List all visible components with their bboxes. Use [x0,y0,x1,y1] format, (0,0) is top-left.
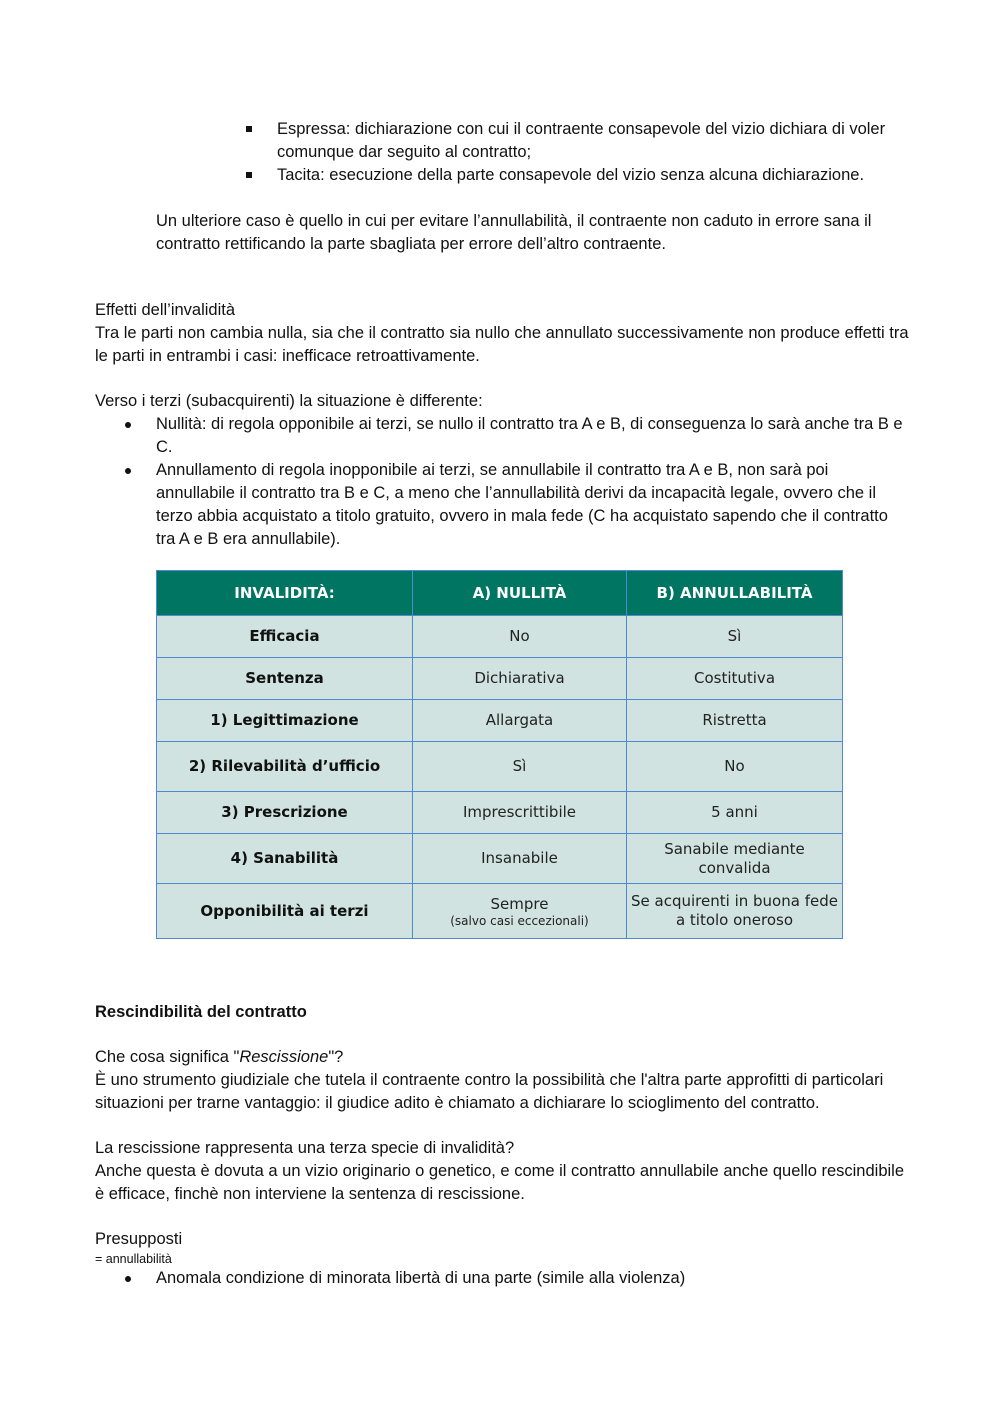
column-header: B) ANNULLABILITÀ [627,571,843,616]
nullita-cell: No [413,616,627,658]
paragraph: Verso i terzi (subacquirenti) la situazione è differente: [95,392,483,410]
list-item: Tacita: esecuzione della parte consapevole del vizio senza alcuna dichiarazione. [245,164,905,187]
annullabilita-cell: Sì [627,616,843,658]
annullabilita-cell: No [627,742,843,792]
nullita-cell [413,884,627,939]
list-item: Nullità: di regola opponibile ai terzi, se nullo il contratto tra A e B, di conseguenza lo sarà anche tra B e C. [95,413,910,459]
annullabilita-cell: Ristretta [627,700,843,742]
column-header: A) NULLITÀ [413,571,627,616]
effetti-section [95,299,910,413]
table-header-row [157,571,843,616]
nullita-cell: Dichiarativa [413,658,627,700]
cell-note: (salvo casi eccezionali) [450,913,589,928]
terzi-list [95,413,910,551]
note: = annullabilità [95,1252,172,1266]
annullabilita-cell: Costitutiva [627,658,843,700]
list-item: Espressa: dichiarazione con cui il contraente consapevole del vizio dichiara di voler comunque dar seguito al contratto; [245,118,905,164]
table-row [157,834,843,884]
convalida-list [245,118,905,187]
row-label: Opponibilità ai terzi [157,884,413,939]
table-row [157,792,843,834]
table-row [157,700,843,742]
paragraph: Tra le parti non cambia nulla, sia che il contratto sia nullo che annullato successivamente non produce effetti tra le parti in entrambi i casi: inefficace retroattivamente. [95,324,909,365]
row-label: Efficacia [157,616,413,658]
nullita-cell: Allargata [413,700,627,742]
cell-value: Sempre [490,894,549,913]
section-heading: Rescindibilità del contratto [95,1003,307,1021]
row-label: 2) Rilevabilità d’ufficio [157,742,413,792]
answer: È uno strumento giudiziale che tutela il contraente contro la possibilità che l'altra parte approfitti di particolari situazioni per trarne vantaggio: il giudice adito è chiamato a dichiarare lo scioglimento del contratto. [95,1071,884,1112]
list-item: Annullamento di regola inopponibile ai terzi, se annullabile il contratto tra A e B, non sarà poi annullabile il contratto tra B e C, a meno che l’annullabilità derivi da incapacità legale, ovvero che il terzo abbia acquistato a titolo gratuito, ovvero in mala fede (C ha acquistato sapendo che il contratto tra A e B era annullabile). [95,459,910,551]
nullita-cell: Insanabile [413,834,627,884]
bullet-icon [125,468,131,474]
invalidita-table [156,570,843,939]
section-heading: Effetti dell’invalidità [95,301,236,319]
table-row [157,742,843,792]
row-label: Sentenza [157,658,413,700]
list-item: Anomala condizione di minorata libertà di una parte (simile alla violenza) [95,1267,910,1290]
square-bullet-icon [246,172,252,178]
rescissione-section [95,1001,910,1290]
answer: Anche questa è dovuta a un vizio originario o genetico, e come il contratto annullabile anche quello rescindibile è efficace, finchè non interviene la sentenza di rescissione. [95,1162,905,1203]
table-row [157,616,843,658]
question: La rescissione rappresenta una terza specie di invalidità? [95,1139,515,1157]
row-label: 3) Prescrizione [157,792,413,834]
annullabilita-cell: 5 anni [627,792,843,834]
table-row [157,884,843,939]
nullita-cell: Imprescrittibile [413,792,627,834]
square-bullet-icon [246,126,252,132]
question: Che cosa significa "Rescissione"? [95,1048,344,1066]
subheading: Presupposti [95,1230,183,1248]
column-header: INVALIDITÀ: [157,571,413,616]
table-row [157,658,843,700]
bullet-icon [125,422,131,428]
rettifica-paragraph: Un ulteriore caso è quello in cui per evitare l’annullabilità, il contraente non caduto in errore sana il contratto rettificando la parte sbagliata per errore dell’altro contraente. [156,212,872,253]
annullabilita-cell: Se acquirenti in buona fede a titolo oneroso [627,884,843,939]
annullabilita-cell: Sanabile mediante convalida [627,834,843,884]
bullet-icon [125,1276,131,1282]
row-label: 1) Legittimazione [157,700,413,742]
row-label: 4) Sanabilità [157,834,413,884]
nullita-cell: Sì [413,742,627,792]
